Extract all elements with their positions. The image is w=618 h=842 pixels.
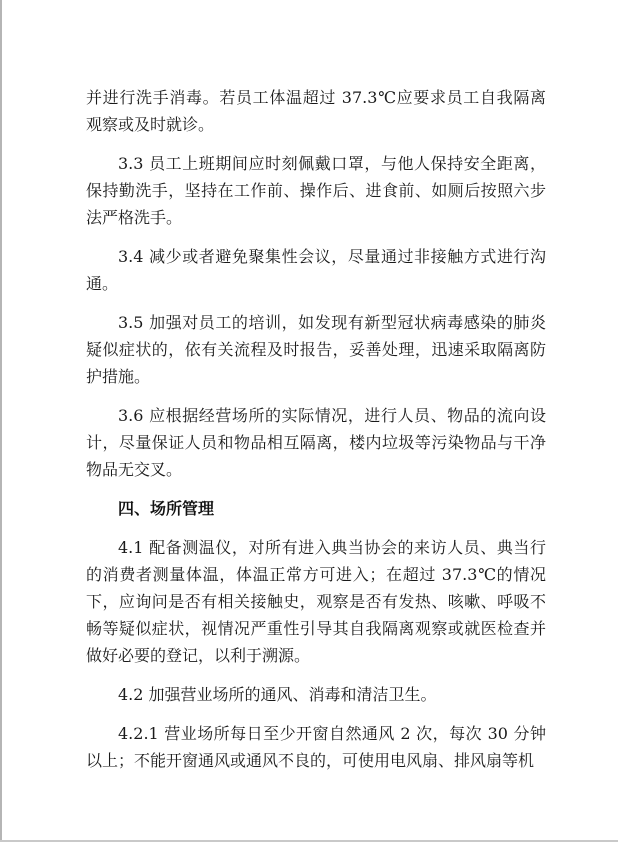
- paragraph-line: 保持勤洗手，坚持在工作前、操作后、进食前、如厕后按照六步: [86, 181, 546, 200]
- paragraph-line: 以上；不能开窗通风或通风不良的，可使用电风扇、排风扇等机: [86, 751, 535, 770]
- paragraph-line: 3.6 应根据经营场所的实际情况，进行人员、物品的流向设: [118, 406, 546, 425]
- paragraph-line: 的消费者测量体温，体温正常方可进入；在超过 37.3℃的情况: [86, 565, 546, 584]
- paragraph: [86, 681, 546, 708]
- paragraph-line: 法严格洗手。: [86, 208, 183, 227]
- paragraph-line: 观察或及时就诊。: [86, 115, 215, 134]
- paragraph-line: 畅等疑似症状，视情况严重性引导其自我隔离观察或就医检查并: [86, 619, 546, 638]
- paragraph-line: 物品无交叉。: [86, 460, 183, 479]
- paragraph-line: 疑似症状的，依有关流程及时报告，妥善处理，迅速采取隔离防: [86, 340, 546, 359]
- paragraph-line: 4.2 加强营业场所的通风、消毒和清洁卫生。: [118, 685, 437, 704]
- paragraph-line: 3.3 员工上班期间应时刻佩戴口罩，与他人保持安全距离，: [118, 154, 546, 173]
- paragraph: [86, 150, 546, 231]
- paragraph-line: 护措施。: [86, 367, 151, 386]
- paragraph: [86, 309, 546, 390]
- page-left-edge: [0, 0, 2, 842]
- section-heading: 四、场所管理: [118, 499, 215, 518]
- paragraph: [86, 534, 546, 669]
- paragraph-line: 下，应询问是否有相关接触史，观察是否有发热、咳嗽、呼吸不: [86, 592, 546, 611]
- paragraph-line: 3.5 加强对员工的培训，如发现有新型冠状病毒感染的肺炎: [118, 313, 546, 332]
- document-body: [86, 86, 546, 786]
- paragraph-line: 4.1 配备测温仪，对所有进入典当协会的来访人员、典当行: [118, 538, 546, 557]
- paragraph: [86, 720, 546, 774]
- paragraph-line: 计，尽量保证人员和物品相互隔离，楼内垃圾等污染物品与干净: [86, 433, 546, 452]
- paragraph: [86, 402, 546, 483]
- paragraph-line: 通。: [86, 274, 119, 293]
- paragraph-line: 做好必要的登记，以利于溯源。: [86, 646, 311, 665]
- paragraph: [86, 84, 546, 138]
- paragraph-line: 3.4 减少或者避免聚集性会议，尽量通过非接触方式进行沟: [118, 247, 546, 266]
- paragraph-line: 4.2.1 营业场所每日至少开窗自然通风 2 次，每次 30 分钟: [118, 724, 546, 743]
- paragraph: [86, 243, 546, 297]
- paragraph-line: 并进行洗手消毒。若员工体温超过 37.3℃应要求员工自我隔离: [86, 88, 546, 107]
